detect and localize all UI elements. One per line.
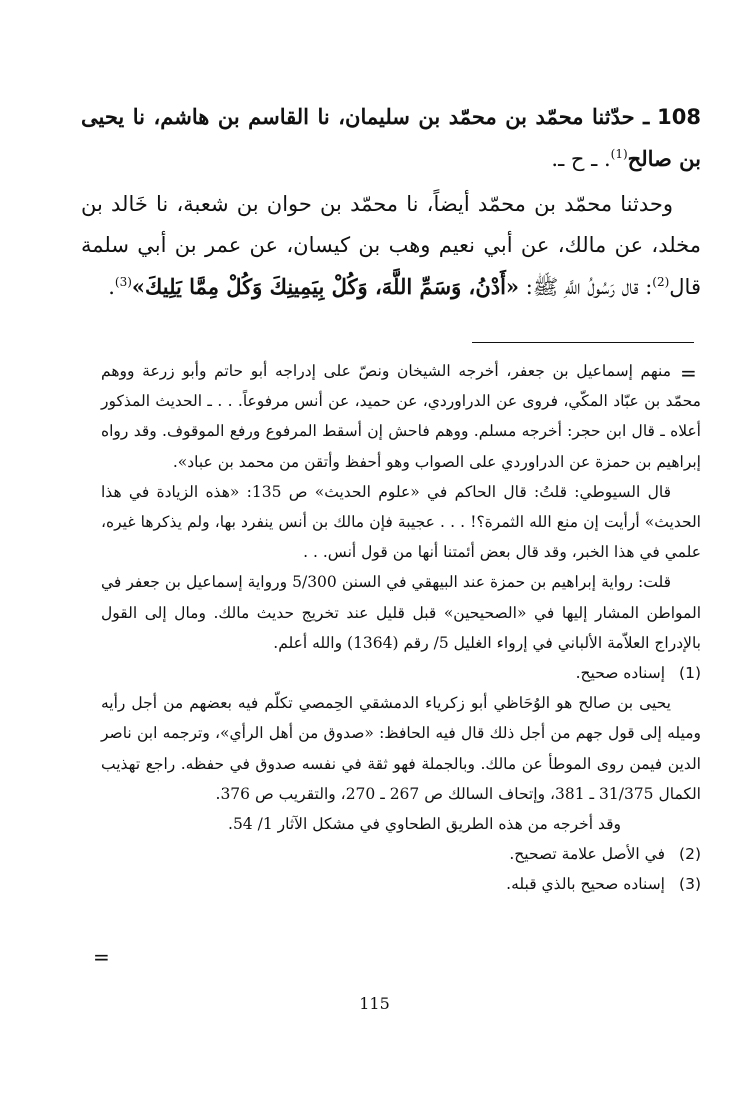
hadith-chain-end: . ـ ح ـ. (551, 147, 611, 171)
footnote-ref-3: (3) (114, 275, 132, 289)
footnote-ref-1: (1) (610, 147, 628, 161)
hadith-chain-text: ـ حدّثنا محمّد بن محمّد بن سليمان، نا القاسم بن هاشم، نا يحيى بن صالح (81, 104, 701, 171)
footnote-2-mark: (2) (679, 845, 701, 864)
hadith-end: . (108, 275, 115, 299)
hadith-paragraph-continued (81, 184, 701, 308)
hadith-quote: «أَدْنُ، وَسَمِّ اللَّهَ، وَكُلْ بِيَمِينِكَ وَكُلْ مِمَّا يَلِيكَ» (131, 274, 520, 299)
footnote-3-mark: (3) (679, 875, 701, 894)
continued-note-2: قال السيوطي: قلتُ: قال الحاكم في «علوم الحديث» ص 135: «هذه الزيادة في هذا الحديث» أرأيت إن منع الله الثمرة؟! . . . عجيبة فإن مالك بن أنس ينفرد بها، ولم يذكرها غيره، علمي في هذا الخبر، وقد قال بعض أئمتنا أنها من قول أنس. . . (101, 482, 701, 562)
hadith-number: 108 (657, 105, 701, 129)
footnote-2 (101, 839, 701, 869)
page-number: 115 (359, 994, 390, 1013)
footnote-1 (101, 658, 701, 688)
footnote-1-body: يحيى بن صالح هو الوُحَاظي أبو زكرياء الدمشقي الحِمصي تكلّم فيه بعضهم من أجل رأيه وميله إلى قول جهم من أجل ذلك قال فيه الحافظ: «صدوق من أهل الرأي»، وترجمه ابن ناصر الدين فيمن روى الموطأ عن مالك. وبالجملة فهو ثقة في نفسه صدوق في حفظه. راجع تهذيب الكمال 31/375 ـ 381، وإتحاف السالك ص 267 ـ 270، والتقريب ص 376. (101, 694, 701, 803)
continuation-mark-top: = (680, 361, 697, 385)
hadith-speaker: : قال رَسُولُ اللَّهِ ﷺ: (519, 275, 653, 299)
footnote-3 (101, 869, 701, 899)
footnote-3-text: إسناده صحيح بالذي قبله. (506, 875, 665, 894)
continued-note-1: منهم إسماعيل بن جعفر، أخرجه الشيخان ونصّ على إدراجه أبو حاتم وأبو زرعة ووهم محمّد بن عبّاد المكّي، فروى عن الدراوردي، عن حميد، عن أنس مرفوعاً. . . ـ الحديث المذكور أعلاه ـ قال ابن حجر: أخرجه مسلم. ووهم فاحش إن أسقط المرفوع ورفع الموقوف. وقد رواه إبراهيم بن حمزة عن الدراوردي على الصواب وهو أحفظ وأتقن من محمد بن عباد». (101, 362, 701, 471)
footnotes (101, 356, 701, 900)
continuation-mark-bottom: = (93, 945, 110, 969)
hadith-chain-2: وحدثنا محمّد بن محمّد أيضاً، نا محمّد بن حوان بن شعبة، نا خَالد بن مخلد، عن مالك، عن أبي نعيم وهب بن كيسان، عن عمر بن أبي سلمة قال (81, 192, 701, 299)
footnote-1-text: إسناده صحيح. (575, 664, 665, 683)
footnote-2-text: في الأصل علامة تصحيح. (509, 845, 665, 864)
footnote-separator (472, 342, 694, 343)
continued-note-3: قلت: رواية إبراهيم بن حمزة عند البيهقي في السنن 5/300 ورواية إسماعيل بن جعفر في المواطن المشار إليها في «الصحيحين» قبل قليل عند تخريج حديث مالك. ومال إلى القول بالإدراج العلاّمة الألباني في إرواء الغليل 5/ رقم (1364) والله أعلم. (101, 573, 701, 652)
footnote-1-mark: (1) (679, 664, 701, 683)
footnote-1-tail: وقد أخرجه من هذه الطريق الطحاوي في مشكل الآثار 1/ 54. (228, 815, 621, 834)
footnote-ref-2: (2) (652, 275, 670, 289)
main-text (81, 96, 701, 308)
hadith-paragraph-108 (81, 96, 701, 180)
